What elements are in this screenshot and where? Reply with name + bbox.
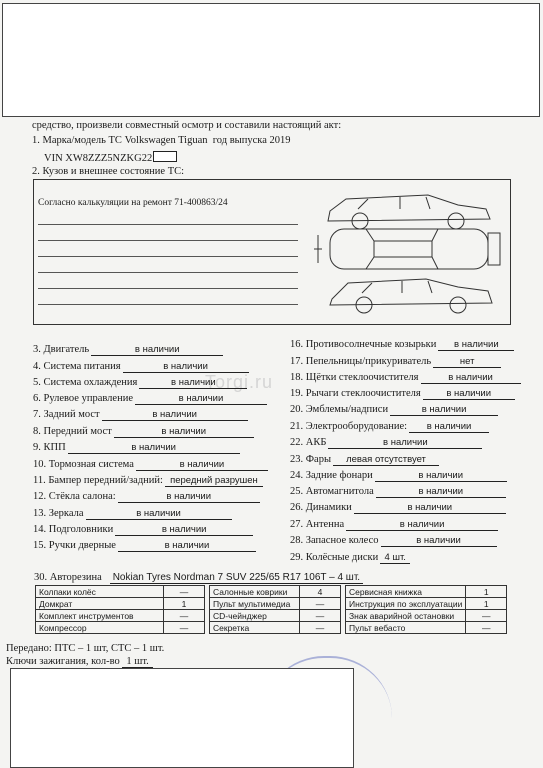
table-row [210,610,341,622]
equipment-name: Знак аварийной остановки [346,610,466,622]
model-line [32,135,291,146]
equipment-name: Инструкция по эксплуатации [346,598,466,610]
equipment-qty: — [466,622,507,634]
equipment-name: CD-чейнджер [210,610,300,622]
item1-label: 1. Марка/модель ТС [32,135,122,146]
watermark-text: Torgi.ru [205,372,274,392]
check-item-gearbox: 9. КПП в наличии [33,442,240,454]
year-value: 2019 [269,135,291,146]
table-row [36,586,205,598]
vin-line [44,151,177,164]
keys-line [6,656,153,667]
equipment-name: Сервисная книжка [346,586,466,598]
equipment-name: Пульт вебасто [346,622,466,634]
check-item-brakes: 10. Тормозная система в наличии [33,459,268,471]
equipment-table-2 [209,585,341,634]
check-item-electrical: 21. Электрооборудование: в наличии [290,421,489,433]
table-row [346,598,507,610]
equipment-qty: — [164,622,205,634]
check-item-steering: 6. Рулевое управление в наличии [33,393,267,405]
tires-value: Nokian Tyres Nordman 7 SUV 225/65 R17 106T – 4 шт. [110,572,363,584]
check-item-wiper-blades: 18. Щётки стеклоочистителя в наличии [290,372,521,384]
equipment-qty: — [300,622,341,634]
check-item-rims: 29. Колёсные диски 4 шт. [290,552,410,564]
check-item-spare-wheel: 28. Запасное колесо в наличии [290,535,497,547]
redacted-block-bottom [10,668,354,768]
table-row [346,622,507,634]
note-line [38,224,298,225]
note-line [38,240,298,241]
car-outline-diagram [308,183,506,317]
equipment-name: Секретка [210,622,300,634]
check-item-antenna: 27. Антенна в наличии [290,519,498,531]
transferred-docs: Передано: ПТС – 1 шт, СТС – 1 шт. [6,643,165,654]
equipment-qty: 4 [300,586,341,598]
model-value: Volkswagen Tiguan [124,135,208,146]
intro-text: средство, произвели совместный осмотр и составили настоящий акт: [32,120,342,131]
equipment-qty: 1 [466,598,507,610]
equipment-qty: — [164,610,205,622]
table-row [210,586,341,598]
check-item-mirrors: 13. Зеркала в наличии [33,508,232,520]
check-item-cooling: 5. Система охлаждения в наличии [33,377,247,389]
equipment-qty: — [300,610,341,622]
equipment-qty: 1 [466,586,507,598]
keys-label: Ключи зажигания, кол-во [6,656,120,667]
check-item-door-handles: 15. Ручки дверные в наличии [33,540,256,552]
check-item-fuel-system: 4. Система питания в наличии [33,361,249,373]
equipment-table-3 [345,585,507,634]
equipment-qty: — [164,586,205,598]
check-item-radio: 25. Автомагнитола в наличии [290,486,506,498]
check-item-tail-lights: 24. Задние фонари в наличии [290,470,507,482]
year-label: год выпуска [212,135,267,146]
check-item-front-axle: 8. Передний мост в наличии [33,426,254,438]
check-item-speakers: 26. Динамики в наличии [290,502,506,514]
table-row [346,610,507,622]
equipment-name: Компрессор [36,622,164,634]
tires-label: 30. Авторезина [34,572,102,583]
keys-value: 1 шт. [122,656,152,668]
check-item-ashtrays: 17. Пепельницы/прикуриватель нет [290,356,501,368]
equipment-name: Салонные коврики [210,586,300,598]
check-item-bumper: 11. Бампер передний/задний: передний разрушен [33,475,263,487]
check-item-engine: 3. Двигатель в наличии [33,344,223,356]
note-line [38,304,298,305]
equipment-qty: — [466,610,507,622]
equipment-name: Пульт мультимедиа [210,598,300,610]
vin-value: XW8ZZZ5NZKG22 [65,153,153,164]
equipment-qty: — [300,598,341,610]
check-item-wiper-arms: 19. Рычаги стеклоочистителя в наличии [290,388,515,400]
vin-label: VIN [44,153,63,164]
check-item-windows: 12. Стёкла салона: в наличии [33,491,260,503]
table-row [36,622,205,634]
equipment-table-1 [35,585,205,634]
table-row [210,622,341,634]
note-line [38,256,298,257]
item2-label: 2. Кузов и внешнее состояние ТС: [32,166,185,177]
check-item-headrests: 14. Подголовники в наличии [33,524,253,536]
equipment-name: Комплект инструментов [36,610,164,622]
equipment-qty: 1 [164,598,205,610]
table-row [346,586,507,598]
check-item-sun-visors: 16. Противосолнечные козырьки в наличии [290,339,514,351]
calculation-note: Согласно калькуляции на ремонт 71-400863/24 [38,198,228,208]
redacted-block-top [2,3,540,117]
table-row [36,598,205,610]
vin-hidden-box [153,151,177,162]
note-line [38,288,298,289]
equipment-name: Домкрат [36,598,164,610]
equipment-name: Колпаки колёс [36,586,164,598]
check-item-headlights: 23. Фары левая отсутствует [290,454,439,466]
table-row [210,598,341,610]
check-item-battery: 22. АКБ в наличии [290,437,482,449]
note-line [38,272,298,273]
tires-line [34,572,363,583]
table-row [36,610,205,622]
check-item-emblems: 20. Эмблемы/надписи в наличии [290,404,498,416]
check-item-rear-axle: 7. Задний мост в наличии [33,409,248,421]
